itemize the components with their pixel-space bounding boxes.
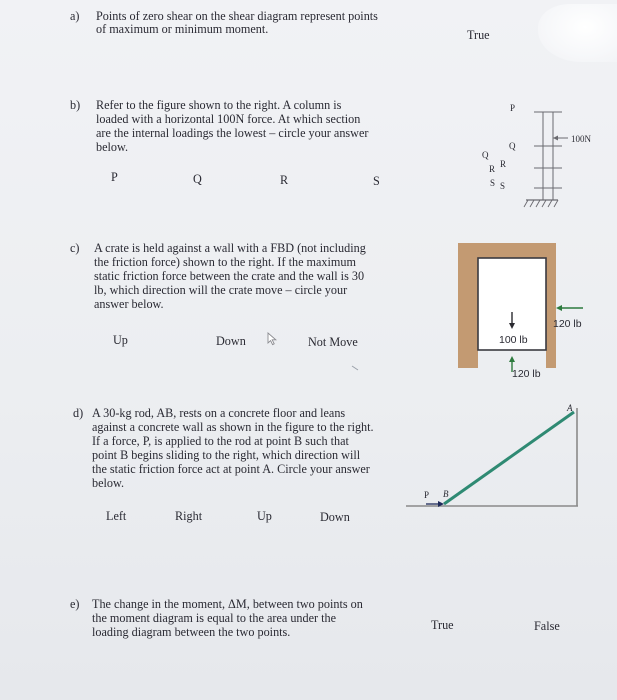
question-b-line-3: are the internal loadings the lowest – circle your answer <box>96 126 369 140</box>
question-e-marker: e) <box>70 597 80 611</box>
rod-ab <box>444 412 574 504</box>
option-e-false[interactable]: False <box>534 619 560 633</box>
figure-b-vertical-q: Q <box>482 150 489 160</box>
question-d-line-6: below. <box>92 476 125 490</box>
wall-right <box>546 243 556 368</box>
question-b-marker: b) <box>70 98 81 112</box>
option-d-right[interactable]: Right <box>175 509 203 523</box>
column-body <box>543 112 553 200</box>
column-figure <box>480 100 610 215</box>
question-c-line-5: answer below. <box>94 297 164 311</box>
point-b-label: B <box>443 489 449 499</box>
option-d-up[interactable]: Up <box>257 509 272 523</box>
figure-b-label-p: P <box>510 103 516 113</box>
figure-b-vertical-r: R <box>489 164 496 174</box>
answer-a-true[interactable]: True <box>467 28 490 42</box>
question-e-line-1: The change in the moment, ΔM, between two points on <box>92 597 363 611</box>
option-b-s[interactable]: S <box>373 174 380 188</box>
rod-figure <box>400 398 617 514</box>
question-b-line-2: loaded with a horizontal 100N force. At which section <box>96 112 361 126</box>
question-d-marker: d) <box>73 406 84 420</box>
side-force-arrowhead <box>556 305 562 311</box>
question-c-line-1: A crate is held against a wall with a FBD (not including <box>94 241 366 255</box>
side-force-label: 120 lb <box>553 318 582 330</box>
mouse-cursor-icon <box>267 332 279 346</box>
question-a-line-2: of maximum or minimum moment. <box>96 22 269 36</box>
figure-b-label-r: R <box>500 159 507 169</box>
question-d-line-3: If a force, P, is applied to the rod at point B such that <box>92 434 349 448</box>
option-c-down[interactable]: Down <box>216 334 246 348</box>
question-d-line-2: against a concrete wall as shown in the figure to the right. <box>92 420 374 434</box>
normal-force-arrowhead <box>509 356 515 362</box>
question-c-marker: c) <box>70 241 80 255</box>
option-c-not-move[interactable]: Not Move <box>308 335 358 349</box>
question-a-marker: a) <box>70 9 80 23</box>
option-d-down[interactable]: Down <box>320 510 350 524</box>
option-e-true[interactable]: True <box>431 618 454 632</box>
option-b-p[interactable]: P <box>111 170 118 184</box>
question-e-line-3: loading diagram between the two points. <box>92 625 291 639</box>
figure-b-label-s: S <box>500 181 506 191</box>
question-c-line-3: static friction force between the crate and the wall is 30 <box>94 269 365 283</box>
option-c-up[interactable]: Up <box>113 333 128 347</box>
option-b-r[interactable]: R <box>280 173 289 187</box>
weight-label: 100 lb <box>499 334 528 346</box>
wall-left <box>458 243 478 368</box>
question-d-line-1: A 30-kg rod, AB, rests on a concrete floor and leans <box>92 406 346 420</box>
option-b-q[interactable]: Q <box>193 172 202 186</box>
figure-b-vertical-s: S <box>490 178 496 188</box>
force-p-label: P <box>424 490 430 500</box>
question-e-line-2: the moment diagram is equal to the area under the <box>92 611 336 625</box>
point-a-label: A <box>567 403 573 413</box>
force-arrowhead <box>553 136 558 141</box>
ground-hatch <box>524 200 558 207</box>
glare-highlight <box>538 4 617 62</box>
question-b-line-1: Refer to the figure shown to the right. A column is <box>96 98 342 112</box>
question-d-line-5: the static friction force act at point A. Circle your answer <box>92 462 370 476</box>
question-a-line-1: Points of zero shear on the shear diagram represent points <box>96 9 378 23</box>
question-d-line-4: point B begins sliding to the right, which direction will <box>92 448 361 462</box>
question-c-line-2: the friction force) shown to the right. If the maximum <box>94 255 356 269</box>
pen-mark <box>350 364 362 374</box>
option-d-left[interactable]: Left <box>106 509 127 523</box>
bottom-force-label: 120 lb <box>512 368 541 380</box>
question-c-line-4: lb, which direction will the crate move – circle your <box>94 283 348 297</box>
figure-b-label-q: Q <box>509 141 516 151</box>
force-label-100n: 100N <box>571 134 591 144</box>
crate-figure <box>455 240 617 380</box>
question-b-line-4: below. <box>96 140 129 154</box>
